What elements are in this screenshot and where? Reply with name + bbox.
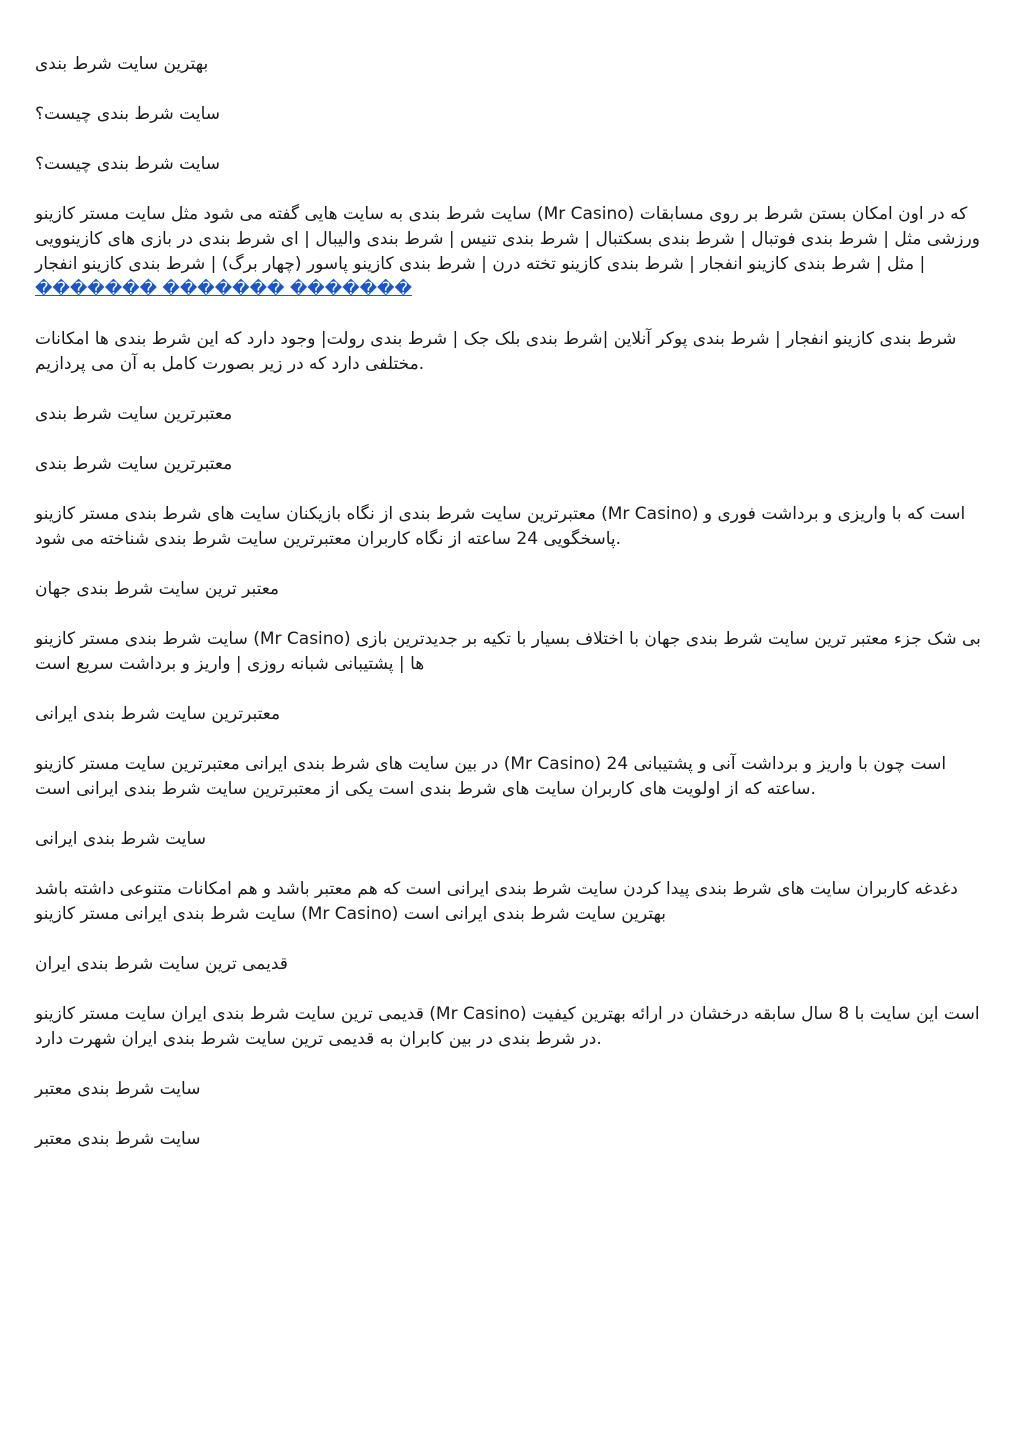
section-heading: سایت شرط بندی معتبر <box>35 1079 201 1099</box>
document-body <box>35 52 991 1177</box>
paragraph-link[interactable]: ������� ������� ������� <box>35 279 412 299</box>
page-heading: بهترین سایت شرط بندی <box>35 54 209 74</box>
section-subheading: معتبرترین سایت شرط بندی <box>35 454 233 474</box>
paragraph: سایت شرط بندی مستر کازینو (Mr Casino) بی شک جزء معتبر ترین سایت شرط بندی جهان با اختلاف بسیار با تکیه بر جدیدترین بازی ها | پشتیبانی شبانه روزی | واریز و برداشت سریع است <box>35 629 981 674</box>
section-heading: معتبر ترین سایت شرط بندی جهان <box>35 579 280 599</box>
paragraph: شرط بندی کازینو انفجار | شرط بندی پوکر آنلاین |شرط بندی بلک جک | شرط بندی رولت| وجود دارد که این شرط بندی ها امکانات مختلفی دارد که در زیر بصورت کامل به آن می پردازیم. <box>35 329 957 374</box>
paragraph: قدیمی ترین سایت شرط بندی ایران سایت مستر کازینو (Mr Casino) است این سایت با 8 سال سابقه درخشان در ارائه بهترین کیفیت در شرط بندی در بین کابران به قدیمی ترین سایت شرط بندی ایران شهرت دارد. <box>35 1004 980 1049</box>
section-heading: قدیمی ترین سایت شرط بندی ایران <box>35 954 288 974</box>
paragraph: در بین سایت های شرط بندی ایرانی معتبرترین سایت مستر کازینو (Mr Casino) است چون با واریز و برداشت آنی و پشتیبانی 24 ساعته که از اولویت های کاربران سایت های شرط بندی است یکی از معتبرترین سایت شرط بندی ایرانی است. <box>35 754 947 799</box>
paragraph <box>35 202 991 302</box>
paragraph: معتبرترین سایت شرط بندی از نگاه بازیکنان سایت های شرط بندی مستر کازینو (Mr Casino) است که با واریزی و برداشت فوری و پاسخگویی 24 ساعته از نگاه کاربران معتبرترین سایت شرط بندی شناخته می شود. <box>35 504 966 549</box>
section-subheading: سایت شرط بندی چیست؟ <box>35 154 221 174</box>
paragraph-text: سایت شرط بندی به سایت هایی گفته می شود مثل سایت مستر کازینو (Mr Casino) که در اون امکان بستن شرط بر روی مسابقات ورزشی مثل | شرط بندی فوتبال | شرط بندی بسکتبال | شرط بندی تنیس | شرط بندی والیبال | ای شرط بندی در بازی های کازینوویی مثل | شرط بندی کازینو انفجار | شرط بندی کازینو تخته درن | شرط بندی کازینو پاسور (چهار برگ) | شرط بندی کازینو انفجار | <box>35 204 980 274</box>
section-heading: سایت شرط بندی چیست؟ <box>35 104 221 124</box>
section-heading: معتبرترین سایت شرط بندی ایرانی <box>35 704 281 724</box>
section-heading: معتبرترین سایت شرط بندی <box>35 404 233 424</box>
paragraph: دغدغه کاربران سایت های شرط بندی پیدا کردن سایت شرط بندی ایرانی است که هم معتبر باشد و هم امکانات متنوعی داشته باشد سایت شرط بندی ایرانی مستر کازینو (Mr Casino) بهترین سایت شرط بندی ایرانی است <box>35 879 958 924</box>
section-heading: سایت شرط بندی ایرانی <box>35 829 206 849</box>
section-subheading: سایت شرط بندی معتبر <box>35 1129 201 1149</box>
